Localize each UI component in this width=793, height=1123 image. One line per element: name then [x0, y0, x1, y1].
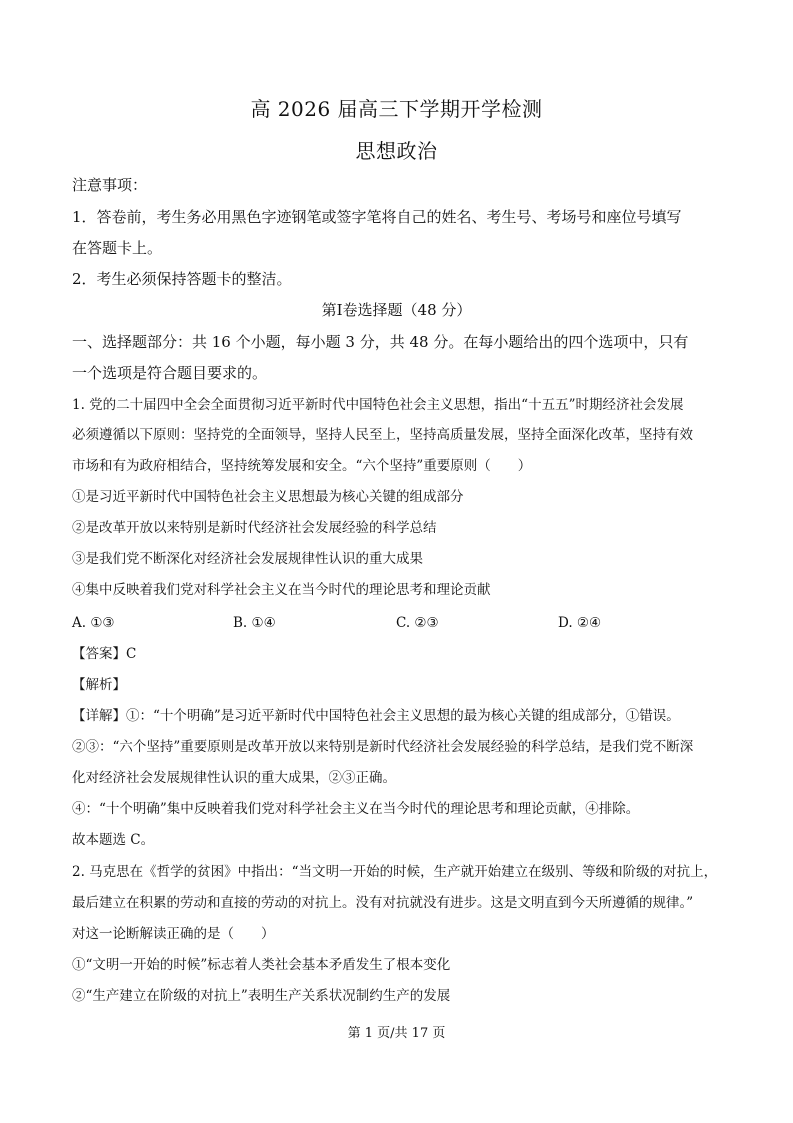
question-1-detail: 【详解】①：“十个明确”是习近平新时代中国特色社会主义思想的最为核心关键的组成部分，①错误。 — [72, 708, 680, 724]
question-2-stem-cont-1: 最后建立在积累的劳动和直接的劳动的对抗上。没有对抗就没有进步。这是文明直到今天所遵循的规律。” — [72, 895, 694, 911]
section-intro-cont: 一个选项是符合题目要求的。 — [72, 364, 268, 382]
question-1-option-c: C. ②③ — [396, 615, 439, 631]
question-1-answer: 【答案】C — [72, 646, 137, 662]
question-1-item-2: ②是改革开放以来特别是新时代经济社会发展经验的科学总结 — [72, 520, 437, 536]
question-1-conclusion: 故本题选 C。 — [72, 832, 155, 848]
subject-title: 思想政治 — [355, 139, 438, 163]
notice-item-1-cont: 在答题卡上。 — [72, 239, 163, 257]
question-1-detail-3: 化对经济社会发展规律性认识的重大成果，②③正确。 — [72, 770, 396, 786]
page-number: 第 1 页/共 17 页 — [347, 1026, 446, 1041]
question-1-option-a: A. ①③ — [72, 615, 115, 631]
section-intro: 一、选择题部分：共 16 个小题，每小题 3 分，共 48 分。在每小题给出的四个选项中，只有 — [72, 333, 689, 351]
question-1-item-1: ①是习近平新时代中国特色社会主义思想最为核心关键的组成部分 — [72, 489, 464, 505]
question-1-analysis-heading: 【解析】 — [72, 677, 126, 693]
section-title: 第Ⅰ卷选择题（48 分） — [321, 301, 472, 319]
notice-item-1: 1．答卷前，考生务必用黑色字迹钢笔或签字笔将自己的姓名、考生号、考场号和座位号填写 — [72, 208, 682, 226]
question-1-detail-2: ②③：“六个坚持”重要原则是改革开放以来特别是新时代经济社会发展经验的科学总结，是我们党不断深 — [72, 739, 694, 755]
question-1-stem-cont-1: 必须遵循以下原则：坚持党的全面领导，坚持人民至上，坚持高质量发展，坚持全面深化改革，坚持有效 — [72, 427, 693, 443]
question-2-stem-cont-2: 对这一论断解读正确的是（ ） — [72, 926, 275, 942]
question-1-detail-4: ④：“十个明确”集中反映着我们党对科学社会主义在当今时代的理论思考和理论贡献，④排除。 — [72, 801, 640, 817]
notice-item-2: 2．考生必须保持答题卡的整洁。 — [72, 270, 292, 288]
question-1-option-b: B. ①④ — [233, 615, 276, 631]
question-1-option-d: D. ②④ — [558, 615, 602, 631]
question-2-item-2: ②“生产建立在阶级的对抗上”表明生产关系状况制约生产的发展 — [72, 988, 451, 1004]
question-2-stem: 2. 马克思在《哲学的贫困》中指出：“当文明一开始的时候，生产就开始建立在级别、等级和阶级的对抗上， — [72, 864, 718, 880]
question-1-stem: 1. 党的二十届四中全会全面贯彻习近平新时代中国特色社会主义思想，指出“十五五”时期经济社会发展 — [72, 397, 684, 413]
notice-heading: 注意事项： — [72, 176, 148, 194]
question-2-item-1: ①“文明一开始的时候”标志着人类社会基本矛盾发生了根本变化 — [72, 957, 451, 973]
exam-title: 高 2026 届高三下学期开学检测 — [250, 97, 543, 121]
question-1-item-3: ③是我们党不断深化对经济社会发展规律性认识的重大成果 — [72, 551, 423, 567]
question-1-item-4: ④集中反映着我们党对科学社会主义在当今时代的理论思考和理论贡献 — [72, 582, 491, 598]
question-1-stem-cont-2: 市场和有为政府相结合，坚持统筹发展和安全。“六个坚持”重要原则（ ） — [72, 458, 532, 474]
